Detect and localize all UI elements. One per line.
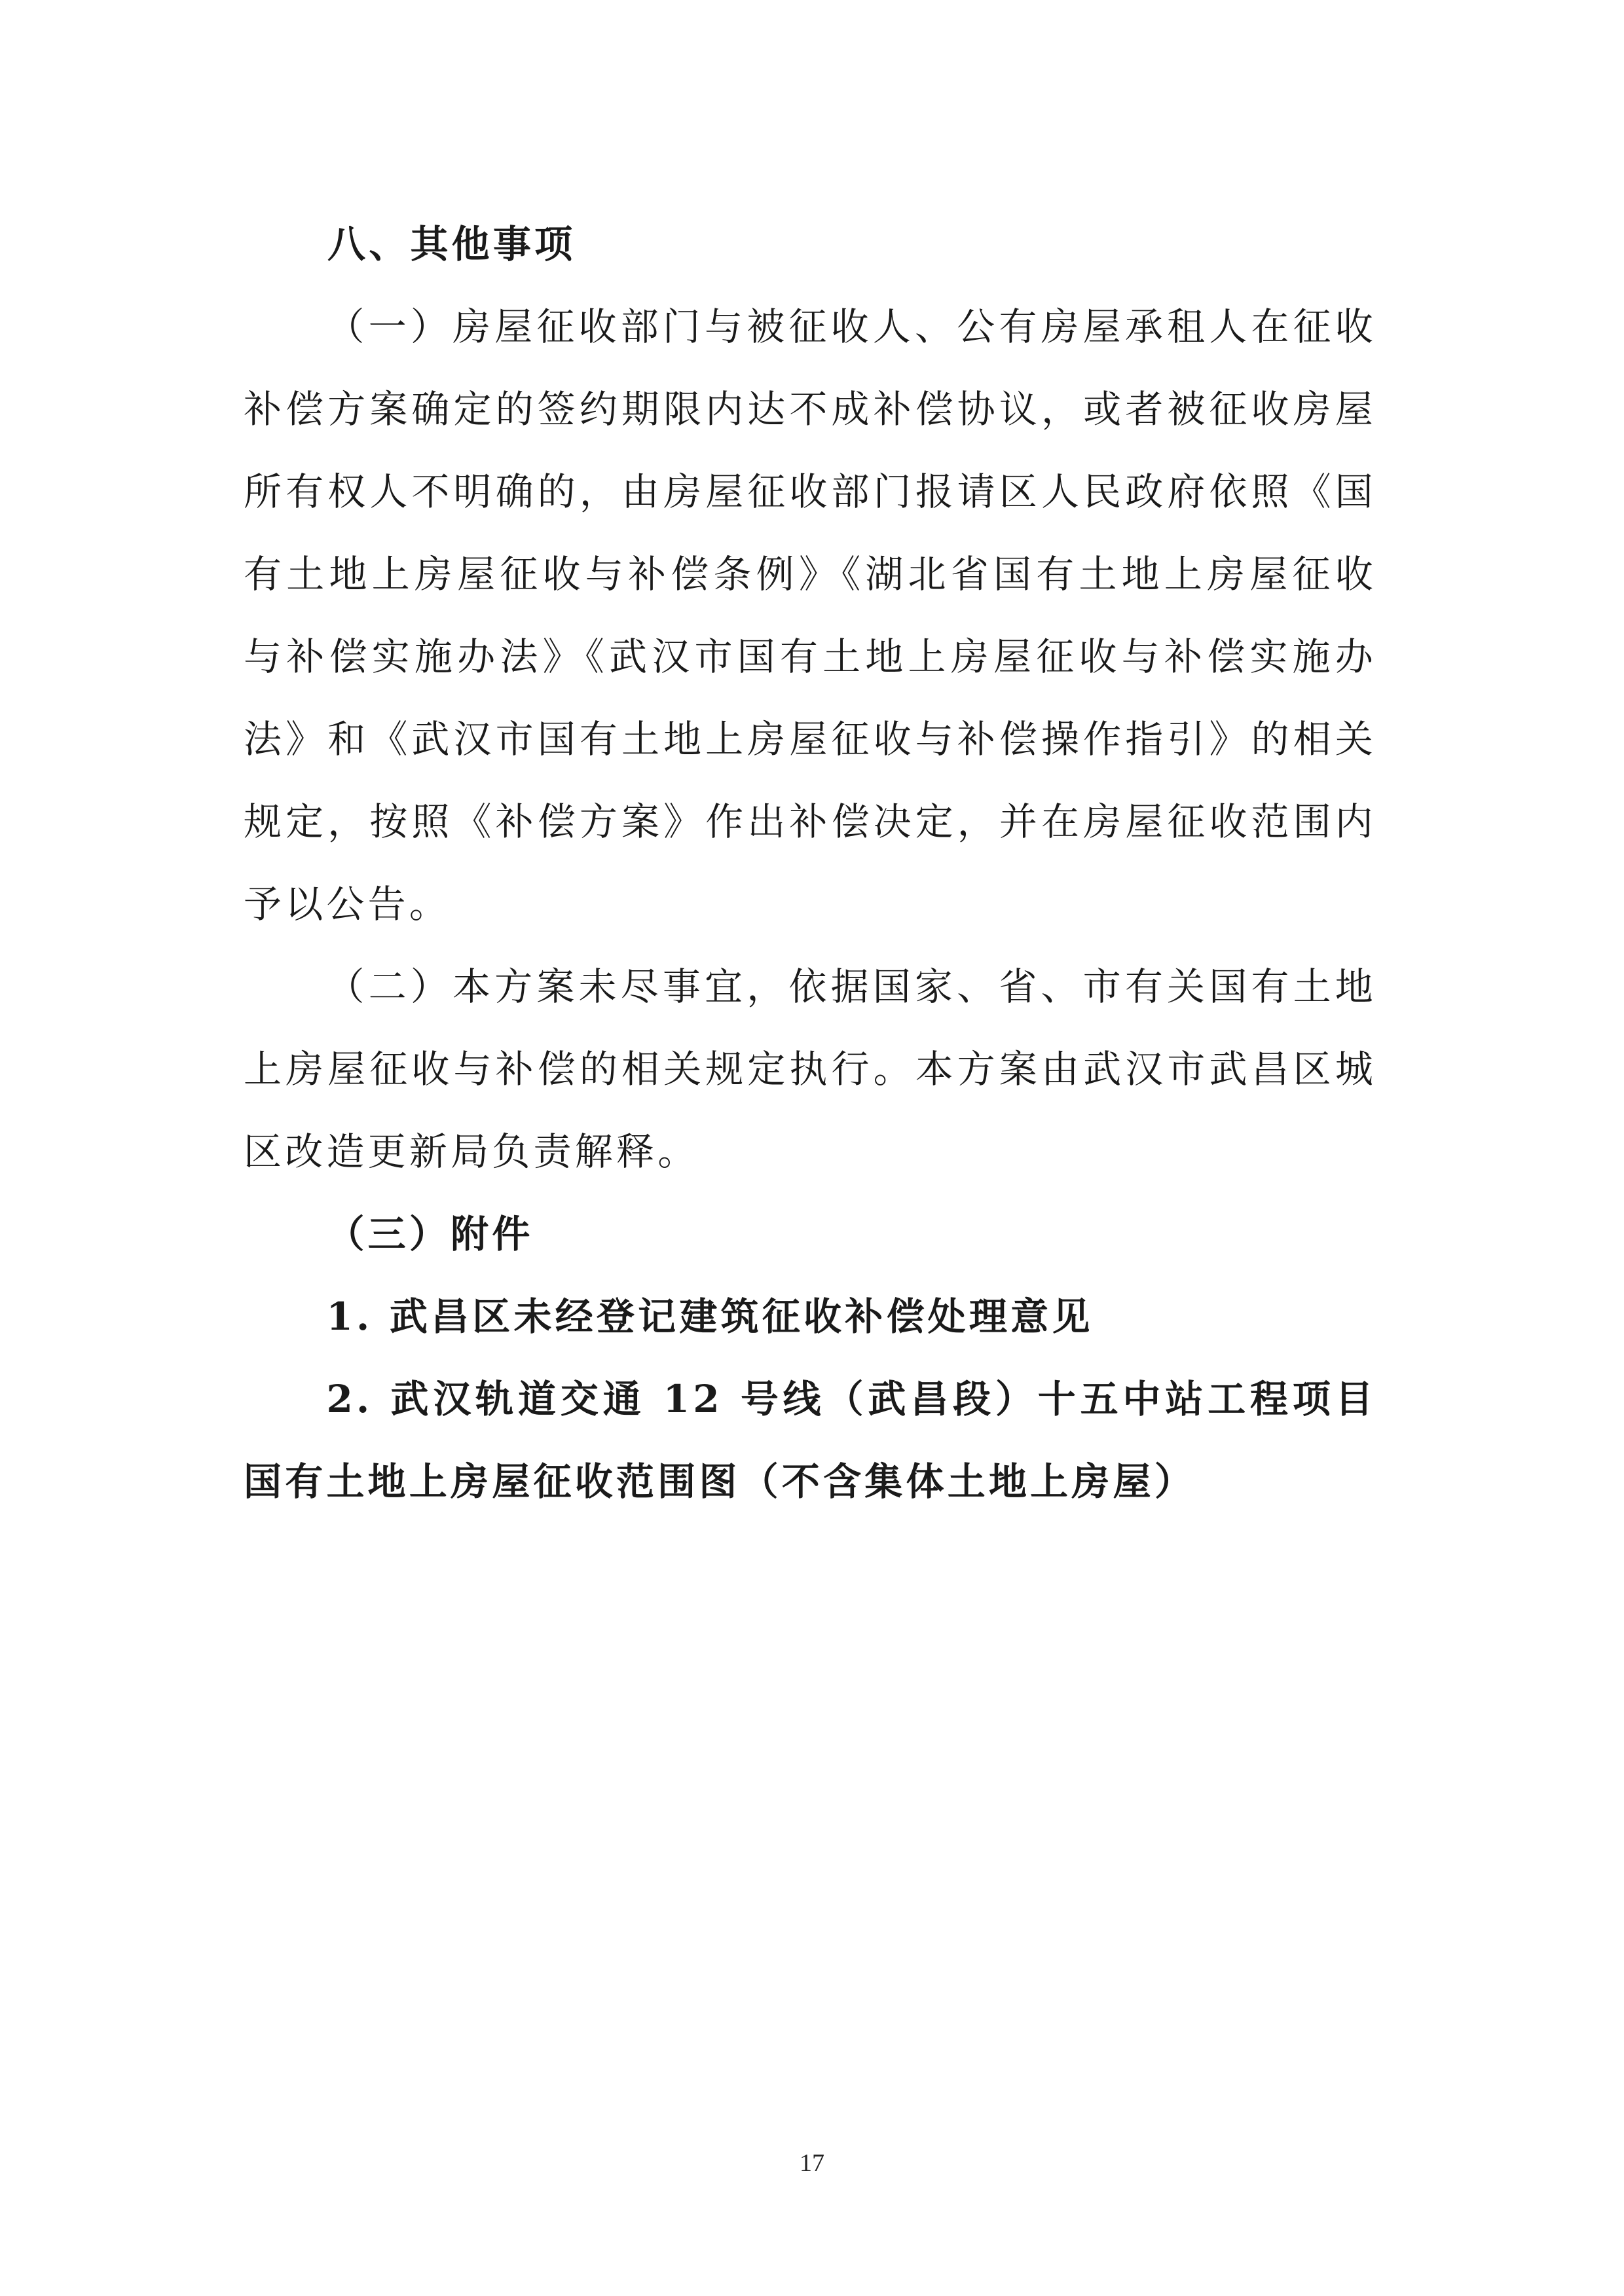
section-title: 八、其他事项 (327, 222, 576, 266)
paragraph-1: （一）房屋征收部门与被征收人、公有房屋承租人在征收补偿方案确定的签约期限内达不成补偿协议，或者被征收房屋所有权人不明确的，由房屋征收部门报请区人民政府依照《国有土地上房屋征收与补偿条例》《湖北省国有土地上房屋征收与补偿实施办法》《武汉市国有土地上房屋征收与补偿实施办法》和《武汉市国有土地上房屋征收与补偿操作指引》的相关规定，按照《补偿方案》作出补偿决定，并在房屋征收范围内予以公告。 (244, 304, 1376, 926)
paragraph-2: （二）本方案未尽事宜，依据国家、省、市有关国有土地上房屋征收与补偿的相关规定执行。本方案由武汉市武昌区城区改造更新局负责解释。 (244, 964, 1376, 1174)
attachment-item-2: 2. 武汉轨道交通 12 号线（武昌段）十五中站工程项目国有土地上房屋征收范围图（不含集体土地上房屋） (244, 1377, 1376, 1504)
page-number: 17 (800, 2149, 824, 2177)
body-text (244, 285, 1376, 1523)
attachments-heading: （三）附件 (326, 1212, 534, 1256)
attachment-item-1: 1. 武昌区未经登记建筑征收补偿处理意见 (326, 1294, 1094, 1339)
